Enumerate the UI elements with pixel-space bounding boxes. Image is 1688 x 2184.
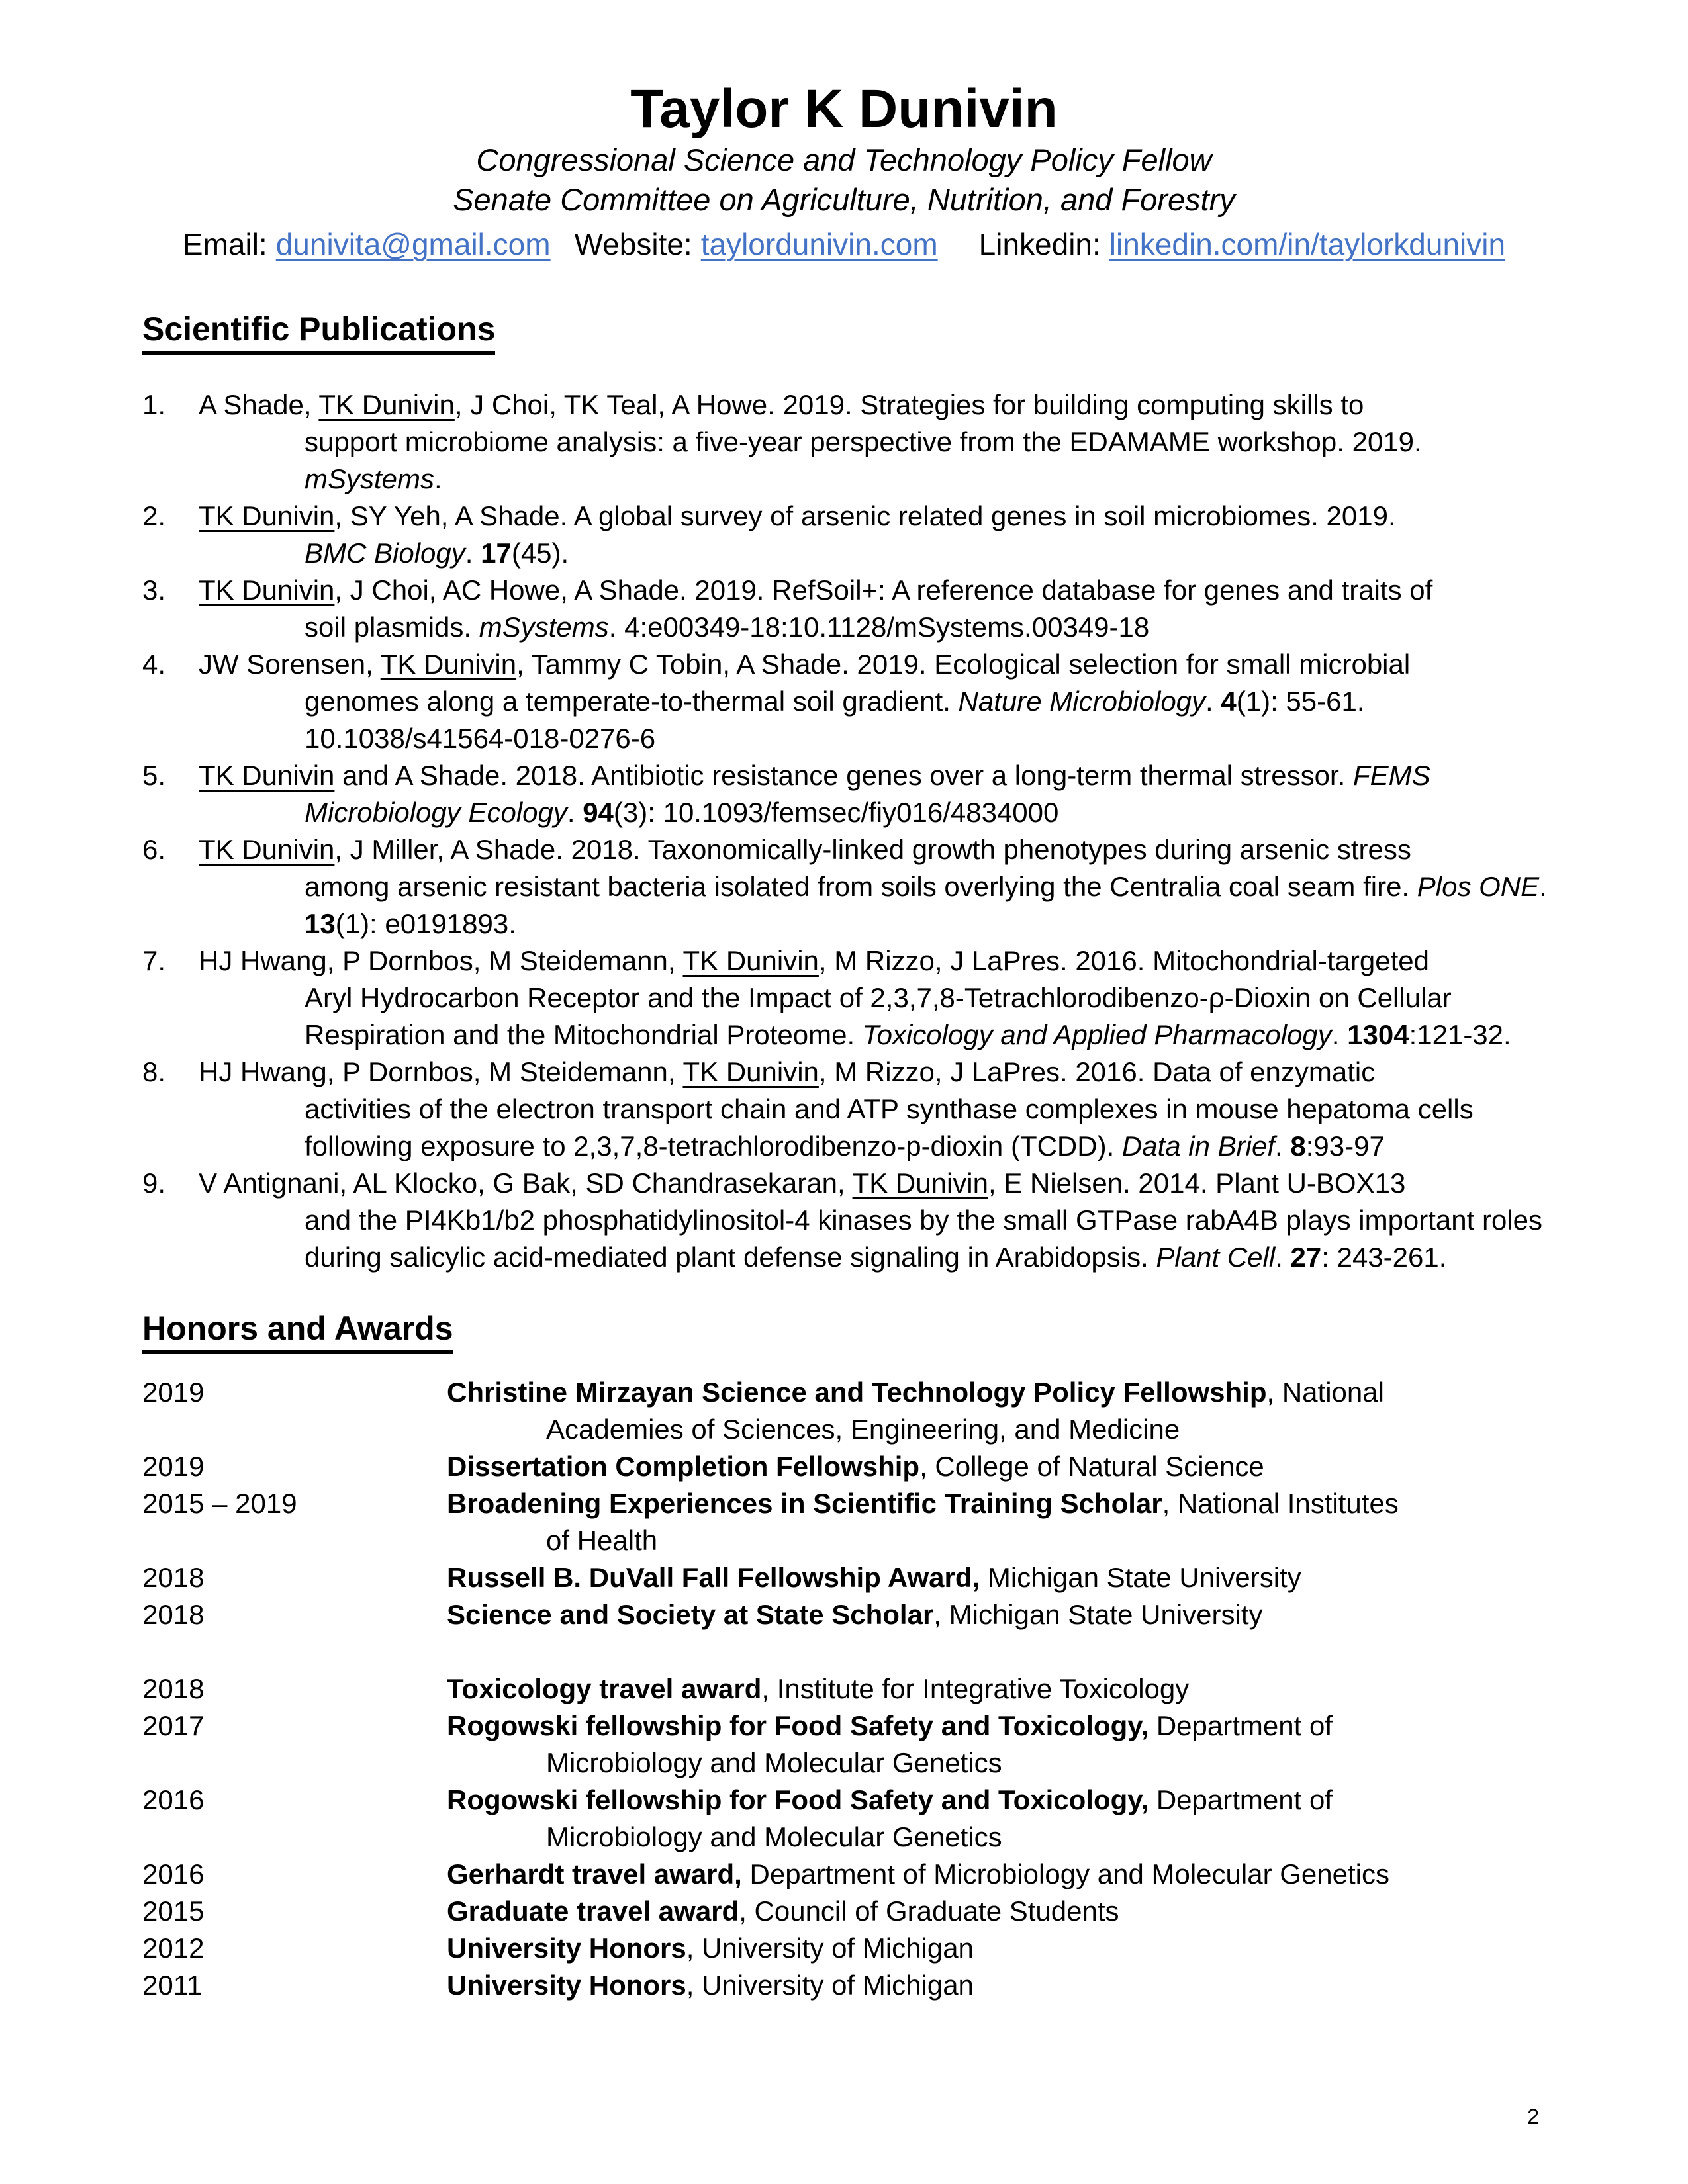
honor-year: 2012 bbox=[142, 1933, 205, 1964]
text-segment: , M Rizzo, J LaPres. 2016. Mitochondrial-targeted bbox=[818, 945, 1429, 976]
publication-item bbox=[142, 646, 1546, 757]
honor-row bbox=[142, 1448, 1546, 1485]
honor-award bbox=[447, 1930, 1546, 1967]
honors-list bbox=[142, 1374, 1546, 2004]
honor-award bbox=[447, 1856, 1546, 1893]
text-segment: Rogowski fellowship for Food Safety and Toxicology, bbox=[447, 1710, 1149, 1741]
text-segment: JW Sorensen, bbox=[199, 649, 381, 680]
text-segment: genomes along a temperate-to-thermal soil gradient. bbox=[305, 686, 959, 717]
page-number: 2 bbox=[1527, 2105, 1539, 2128]
text-segment: , Tammy C Tobin, A Shade. 2019. Ecological selection for small microbial bbox=[516, 649, 1411, 680]
honor-award bbox=[447, 1893, 1546, 1930]
text-segment: . bbox=[465, 537, 481, 569]
honors-heading-text: Honors and Awards bbox=[142, 1309, 453, 1354]
honor-award bbox=[447, 1967, 1546, 2004]
honor-line bbox=[447, 1967, 1546, 2004]
publications-heading bbox=[142, 310, 1546, 355]
text-segment: activities of the electron transport chain and ATP synthase complexes in mouse hepatoma cells bbox=[305, 1093, 1474, 1124]
publication-number: 6. bbox=[142, 834, 166, 865]
publication-line bbox=[142, 1128, 1546, 1165]
honor-line bbox=[447, 1670, 1546, 1707]
text-segment: among arsenic resistant bacteria isolated from soils overlying the Centralia coal seam fire. bbox=[305, 871, 1417, 902]
text-segment: . bbox=[1275, 1130, 1291, 1161]
text-segment: TK Dunivin bbox=[852, 1167, 988, 1199]
publication-number: 8. bbox=[142, 1056, 166, 1087]
honor-row bbox=[142, 1707, 1546, 1782]
text-segment: , College of Natural Science bbox=[919, 1451, 1264, 1482]
publication-number: 7. bbox=[142, 945, 166, 976]
honor-year: 2016 bbox=[142, 1858, 205, 1889]
text-segment: (1): 55-61. bbox=[1236, 686, 1365, 717]
text-segment: TK Dunivin bbox=[199, 834, 335, 865]
text-segment: , Institute for Integrative Toxicology bbox=[761, 1673, 1190, 1704]
publications-section bbox=[142, 310, 1546, 1276]
publication-line bbox=[142, 868, 1546, 905]
text-segment: Rogowski fellowship for Food Safety and Toxicology, bbox=[447, 1784, 1149, 1815]
text-segment: University Honors bbox=[447, 1970, 686, 2001]
honor-award bbox=[447, 1374, 1546, 1448]
publication-item bbox=[142, 831, 1546, 942]
text-segment: Science and Society at State Scholar bbox=[447, 1599, 934, 1630]
text-segment: 27 bbox=[1290, 1242, 1322, 1273]
honor-line bbox=[447, 1819, 1546, 1856]
honor-line bbox=[447, 1411, 1546, 1448]
text-segment: support microbiome analysis: a five-year perspective from the EDAMAME workshop. 2019. bbox=[305, 426, 1422, 457]
website-label: Website: bbox=[574, 227, 692, 261]
text-segment: , M Rizzo, J LaPres. 2016. Data of enzymatic bbox=[818, 1056, 1376, 1087]
honor-year: 2015 bbox=[142, 1895, 205, 1927]
text-segment: Dissertation Completion Fellowship bbox=[447, 1451, 920, 1482]
publication-line bbox=[142, 572, 1546, 609]
honor-line bbox=[447, 1930, 1546, 1967]
publication-line bbox=[142, 535, 1546, 572]
publication-item bbox=[142, 387, 1546, 498]
text-segment: Aryl Hydrocarbon Receptor and the Impact of 2,3,7,8-Tetrachlorodibenzo-ρ-Dioxin on Cellular bbox=[305, 982, 1452, 1013]
honor-line bbox=[447, 1856, 1546, 1893]
honor-line bbox=[447, 1522, 1546, 1559]
text-segment: of Health bbox=[546, 1525, 658, 1556]
text-segment: . bbox=[1275, 1242, 1291, 1273]
text-segment: soil plasmids. bbox=[305, 612, 479, 643]
publication-item bbox=[142, 942, 1546, 1054]
honor-line bbox=[447, 1374, 1546, 1411]
text-segment: 4 bbox=[1221, 686, 1237, 717]
publication-line bbox=[142, 424, 1546, 461]
honor-year: 2018 bbox=[142, 1562, 205, 1593]
honor-row bbox=[142, 1670, 1546, 1707]
publication-line bbox=[142, 609, 1546, 646]
publication-line bbox=[142, 387, 1546, 424]
text-segment: HJ Hwang, P Dornbos, M Steidemann, bbox=[199, 945, 683, 976]
honor-award bbox=[447, 1448, 1546, 1485]
text-segment: Nature Microbiology bbox=[958, 686, 1206, 717]
person-organization: Senate Committee on Agriculture, Nutrition, and Forestry bbox=[453, 182, 1235, 217]
honor-year: 2018 bbox=[142, 1673, 205, 1704]
honor-award bbox=[447, 1707, 1546, 1782]
text-segment: Respiration and the Mitochondrial Proteome. bbox=[305, 1019, 863, 1050]
text-segment: A Shade, bbox=[199, 389, 319, 420]
text-segment: and A Shade. 2018. Antibiotic resistance genes over a long-term thermal stressor. bbox=[334, 760, 1353, 791]
honor-line bbox=[447, 1448, 1546, 1485]
honor-row bbox=[142, 1893, 1546, 1930]
publication-line bbox=[142, 1054, 1546, 1091]
honor-award bbox=[447, 1559, 1546, 1596]
text-segment: . bbox=[1539, 871, 1547, 902]
publication-line bbox=[142, 461, 1546, 498]
text-segment: 1304 bbox=[1347, 1019, 1409, 1050]
text-segment: Plant Cell bbox=[1156, 1242, 1276, 1273]
text-segment: , J Choi, TK Teal, A Howe. 2019. Strategies for building computing skills to bbox=[454, 389, 1364, 420]
text-segment: Microbiology Ecology bbox=[305, 797, 567, 828]
publication-line bbox=[142, 1017, 1546, 1054]
text-segment: TK Dunivin bbox=[199, 500, 335, 531]
text-segment: 10.1038/s41564-018-0276-6 bbox=[305, 723, 656, 754]
honor-year: 2017 bbox=[142, 1710, 205, 1741]
honor-line bbox=[447, 1745, 1546, 1782]
text-segment: 17 bbox=[481, 537, 512, 569]
text-segment: during salicylic acid-mediated plant defense signaling in Arabidopsis. bbox=[305, 1242, 1156, 1273]
text-segment: :93-97 bbox=[1305, 1130, 1385, 1161]
honor-year: 2015 – 2019 bbox=[142, 1488, 297, 1519]
publication-line bbox=[142, 1165, 1546, 1202]
text-segment: Microbiology and Molecular Genetics bbox=[546, 1747, 1002, 1778]
publication-line bbox=[142, 831, 1546, 868]
honor-line bbox=[447, 1559, 1546, 1596]
cv-header bbox=[142, 78, 1546, 263]
text-segment: Christine Mirzayan Science and Technology Policy Fellowship bbox=[447, 1377, 1267, 1408]
text-segment: :121-32. bbox=[1409, 1019, 1511, 1050]
text-segment: . bbox=[434, 463, 442, 494]
person-name: Taylor K Dunivin bbox=[630, 79, 1058, 139]
honor-year: 2011 bbox=[142, 1970, 203, 2001]
honor-line bbox=[447, 1893, 1546, 1930]
website-link[interactable]: taylordunivin.com bbox=[700, 227, 938, 261]
publication-number: 9. bbox=[142, 1167, 166, 1199]
publication-line bbox=[142, 720, 1546, 757]
publication-line bbox=[142, 979, 1546, 1017]
text-segment: 13 bbox=[305, 908, 336, 939]
honors-section bbox=[142, 1309, 1546, 2004]
text-segment: , University of Michigan bbox=[686, 1933, 974, 1964]
honor-year: 2016 bbox=[142, 1784, 205, 1815]
honors-heading bbox=[142, 1309, 1546, 1354]
text-segment: following exposure to 2,3,7,8-tetrachlorodibenzo-p-dioxin (TCDD). bbox=[305, 1130, 1122, 1161]
honors-spacer bbox=[142, 1633, 1546, 1670]
text-segment: Michigan State University bbox=[980, 1562, 1301, 1593]
person-role: Congressional Science and Technology Policy Fellow bbox=[476, 142, 1212, 177]
text-segment: BMC Biology bbox=[305, 537, 465, 569]
email-link[interactable]: dunivita@gmail.com bbox=[275, 227, 551, 261]
honor-row bbox=[142, 1856, 1546, 1893]
text-segment: mSystems bbox=[479, 612, 609, 643]
linkedin-label: Linkedin: bbox=[978, 227, 1101, 261]
text-segment: TK Dunivin bbox=[199, 574, 335, 606]
honor-award bbox=[447, 1596, 1546, 1633]
text-segment: Department of Microbiology and Molecular Genetics bbox=[741, 1858, 1389, 1889]
text-segment: . bbox=[1331, 1019, 1348, 1050]
text-segment: Academies of Sciences, Engineering, and Medicine bbox=[546, 1414, 1180, 1445]
text-segment: , University of Michigan bbox=[686, 1970, 974, 2001]
text-segment: , Michigan State University bbox=[933, 1599, 1263, 1630]
text-segment: University Honors bbox=[447, 1933, 686, 1964]
text-segment: Data in Brief bbox=[1121, 1130, 1276, 1161]
text-segment: TK Dunivin bbox=[682, 1056, 819, 1087]
text-segment: Gerhardt travel award, bbox=[447, 1858, 742, 1889]
honor-line bbox=[447, 1707, 1546, 1745]
contact-line bbox=[142, 225, 1546, 263]
publications-list bbox=[142, 387, 1546, 1276]
publication-item bbox=[142, 498, 1546, 572]
text-segment: TK Dunivin bbox=[682, 945, 819, 976]
publications-heading-text: Scientific Publications bbox=[142, 310, 495, 355]
publication-line bbox=[142, 498, 1546, 535]
honor-line bbox=[447, 1485, 1546, 1522]
text-segment: (1): e0191893. bbox=[335, 908, 516, 939]
text-segment: , SY Yeh, A Shade. A global survey of arsenic related genes in soil microbiomes. 2019. bbox=[334, 500, 1396, 531]
text-segment: mSystems bbox=[305, 463, 435, 494]
publication-number: 4. bbox=[142, 649, 166, 680]
text-segment: FEMS bbox=[1352, 760, 1430, 791]
linkedin-link[interactable]: linkedin.com/in/taylorkdunivin bbox=[1109, 227, 1506, 261]
publication-number: 1. bbox=[142, 389, 166, 420]
honor-line bbox=[447, 1782, 1546, 1819]
text-segment: Department of bbox=[1149, 1784, 1333, 1815]
text-segment: , Council of Graduate Students bbox=[739, 1895, 1119, 1927]
publication-item bbox=[142, 1165, 1546, 1276]
honor-row bbox=[142, 1930, 1546, 1967]
text-segment: . bbox=[1205, 686, 1221, 717]
text-segment: Microbiology and Molecular Genetics bbox=[546, 1821, 1002, 1852]
text-segment: , National bbox=[1266, 1377, 1384, 1408]
text-segment: TK Dunivin bbox=[318, 389, 455, 420]
publication-line bbox=[142, 1239, 1546, 1276]
publication-number: 2. bbox=[142, 500, 166, 531]
publication-line bbox=[142, 942, 1546, 979]
text-segment: , National Institutes bbox=[1162, 1488, 1399, 1519]
text-segment: , J Miller, A Shade. 2018. Taxonomically-linked growth phenotypes during arsenic stress bbox=[334, 834, 1411, 865]
honor-row bbox=[142, 1374, 1546, 1448]
publication-item bbox=[142, 1054, 1546, 1165]
text-segment: (3): 10.1093/femsec/fiy016/4834000 bbox=[613, 797, 1059, 828]
text-segment: . 4:e00349-18:10.1128/mSystems.00349-18 bbox=[608, 612, 1150, 643]
publication-line bbox=[142, 646, 1546, 683]
text-segment: V Antignani, AL Klocko, G Bak, SD Chandrasekaran, bbox=[199, 1167, 853, 1199]
text-segment: TK Dunivin bbox=[199, 760, 335, 791]
honor-award bbox=[447, 1485, 1546, 1559]
honor-year: 2018 bbox=[142, 1599, 205, 1630]
text-segment: Toxicology and Applied Pharmacology bbox=[862, 1019, 1332, 1050]
email-label: Email: bbox=[182, 227, 267, 261]
honor-row bbox=[142, 1596, 1546, 1633]
text-segment: Graduate travel award bbox=[447, 1895, 739, 1927]
publication-line bbox=[142, 905, 1546, 942]
honor-year: 2019 bbox=[142, 1377, 205, 1408]
text-segment: Broadening Experiences in Scientific Training Scholar bbox=[447, 1488, 1162, 1519]
publication-line bbox=[142, 1202, 1546, 1239]
text-segment: 94 bbox=[583, 797, 614, 828]
publication-line bbox=[142, 794, 1546, 831]
text-segment: . bbox=[567, 797, 583, 828]
honor-award bbox=[447, 1782, 1546, 1856]
text-segment: Russell B. DuVall Fall Fellowship Award, bbox=[447, 1562, 980, 1593]
text-segment: , J Choi, AC Howe, A Shade. 2019. RefSoil+: A reference database for genes and traits of bbox=[334, 574, 1433, 606]
honor-row bbox=[142, 1967, 1546, 2004]
text-segment: , E Nielsen. 2014. Plant U-BOX13 bbox=[988, 1167, 1406, 1199]
publication-number: 3. bbox=[142, 574, 166, 606]
publication-item bbox=[142, 572, 1546, 646]
honor-row bbox=[142, 1559, 1546, 1596]
publication-line bbox=[142, 683, 1546, 720]
publication-item bbox=[142, 757, 1546, 831]
publication-line bbox=[142, 1091, 1546, 1128]
honor-row bbox=[142, 1782, 1546, 1856]
text-segment: Plos ONE bbox=[1417, 871, 1540, 902]
text-segment: : 243-261. bbox=[1321, 1242, 1447, 1273]
text-segment: and the PI4Kb1/b2 phosphatidylinositol-4 kinases by the small GTPase rabA4B plays important roles bbox=[305, 1205, 1543, 1236]
text-segment: (45). bbox=[511, 537, 569, 569]
honor-award bbox=[447, 1670, 1546, 1707]
text-segment: TK Dunivin bbox=[380, 649, 517, 680]
text-segment: HJ Hwang, P Dornbos, M Steidemann, bbox=[199, 1056, 683, 1087]
text-segment: Toxicology travel award bbox=[447, 1673, 762, 1704]
text-segment: 8 bbox=[1290, 1130, 1306, 1161]
honor-line bbox=[447, 1596, 1546, 1633]
publication-number: 5. bbox=[142, 760, 166, 791]
text-segment: Department of bbox=[1149, 1710, 1333, 1741]
honor-year: 2019 bbox=[142, 1451, 205, 1482]
honor-row bbox=[142, 1485, 1546, 1559]
publication-line bbox=[142, 757, 1546, 794]
